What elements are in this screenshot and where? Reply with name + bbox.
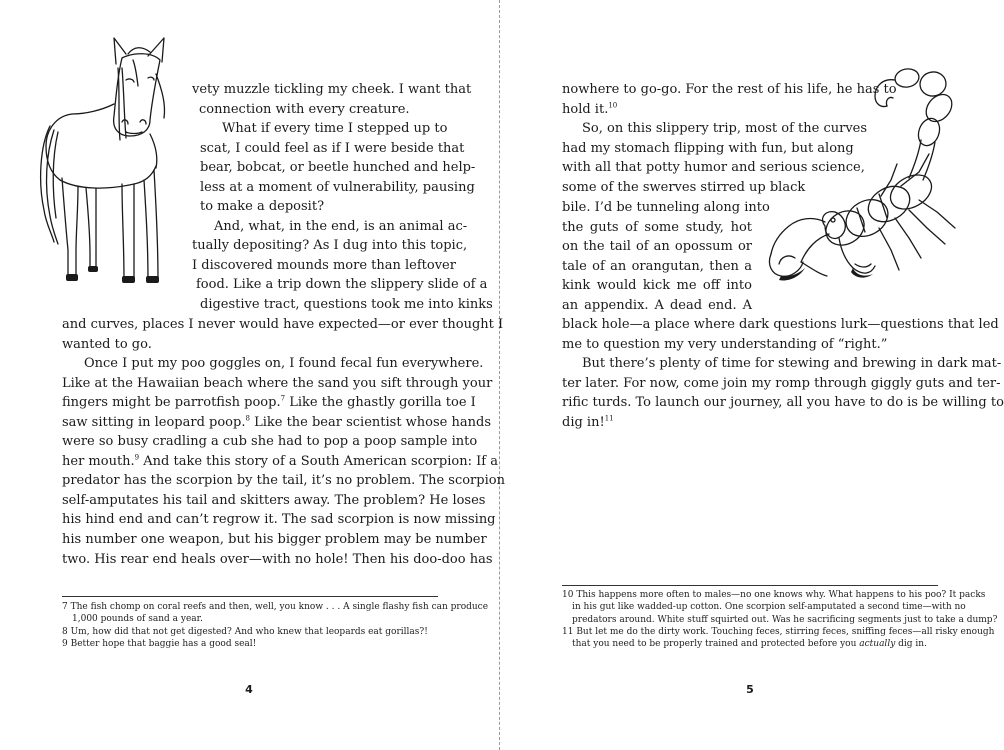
body-line: to make a deposit? — [200, 199, 325, 215]
right-body-wrap-4 — [562, 198, 770, 315]
body-fragment: dig in! — [562, 414, 605, 430]
body-line: Like at the Hawaiian beach where the sand you sift through your — [62, 375, 493, 391]
body-line: his number one weapon, but his bigger problem may be number — [62, 532, 487, 548]
body-fragment: saw sitting in leopard poop. — [62, 414, 246, 430]
body-line: on the tail of an opossum or — [562, 239, 752, 255]
footnote-ref-9: 9 — [134, 453, 140, 462]
footnote-fragment: that you need to be properly trained and protected before you — [572, 639, 860, 650]
body-line — [62, 393, 476, 413]
body-fragment: fingers might be parrotfish poop. — [62, 395, 281, 411]
footnote-9: 9 Better hope that baggie has a good seal! — [62, 638, 257, 649]
footnote-ref-7: 7 — [280, 394, 286, 403]
page-number: 4 — [245, 683, 253, 696]
body-line: two. His rear end heals over—with no hole! Then his doo-doo has — [62, 551, 493, 567]
body-line: black hole—a place where dark questions lurk—questions that led — [562, 317, 999, 332]
body-fragment: Like the bear scientist whose hands — [249, 414, 491, 430]
right-footnotes — [562, 589, 998, 650]
horse-illustration — [38, 34, 188, 290]
body-line: kink would kick me off into — [562, 278, 752, 294]
body-line — [562, 100, 842, 120]
body-line: So, on this slippery trip, most of the curves — [582, 121, 868, 136]
body-line: nowhere to go-go. For the rest of his life, he has to — [562, 82, 897, 97]
body-line: his hind end and can’t regrow it. The sad scorpion is now missing — [62, 512, 496, 528]
footnote-fragment: dig in. — [895, 639, 927, 650]
footnote-ref-11: 11 — [604, 414, 614, 423]
footnote-10-cont: in his gut like wadded-up cotton. One scorpion self-amputated a second time—with no — [572, 602, 966, 613]
body-line: rific turds. To launch our journey, all you have to do is be willing to — [562, 395, 1004, 411]
body-line: vety muzzle tickling my cheek. I want that — [192, 82, 472, 97]
right-body-wrap — [562, 80, 897, 119]
body-fragment: Like the ghastly gorilla toe I — [285, 395, 476, 411]
body-line: an appendix. A dead end. A — [562, 297, 752, 313]
footnote-rule — [562, 585, 938, 586]
body-line: bear, bobcat, or beetle hunched and help- — [200, 160, 476, 176]
body-line: ter later. For now, come join my romp through giggly guts and ter- — [562, 375, 1001, 391]
body-line: self-amputates his tail and skitters away. The problem? He loses — [62, 492, 486, 508]
body-line: predator has the scorpion by the tail, it’s no problem. The scorpion — [62, 473, 505, 489]
footnote-11-cont — [562, 638, 942, 650]
page-number: 5 — [746, 683, 754, 696]
footnote-ref-8: 8 — [245, 414, 250, 423]
body-line — [62, 413, 491, 433]
body-line: connection with every creature. — [199, 101, 410, 117]
left-body-wrap — [192, 80, 493, 315]
footnote-7-cont: 1,000 pounds of sand a year. — [72, 614, 203, 625]
body-line: I discovered mounds more than leftover — [192, 257, 456, 273]
body-line: wanted to go. — [62, 336, 152, 352]
body-line: tually depositing? As I dug into this topic, — [192, 238, 468, 254]
body-line: digestive tract, questions took me into kinks — [200, 297, 493, 313]
body-line: some of the swerves stirred up black — [562, 180, 806, 195]
body-line: less at a moment of vulnerability, pausing — [200, 179, 475, 195]
footnote-rule — [62, 596, 438, 597]
body-line: and curves, places I never would have expected—or ever thought I — [62, 317, 504, 332]
body-line: bile. I’d be tunneling along into — [562, 200, 770, 215]
footnote-ref-10: 10 — [608, 101, 618, 110]
left-body-full — [62, 315, 505, 569]
body-line: me to question my very understanding of “right.” — [562, 336, 888, 352]
body-line: And, what, in the end, is an animal ac- — [214, 218, 468, 234]
body-line: food. Like a trip down the slippery slide of a — [196, 277, 488, 293]
right-body-full — [562, 315, 1004, 432]
footnote-emphasis: actually — [859, 639, 896, 650]
body-line: Once I put my poo goggles on, I found fecal fun everywhere. — [84, 356, 484, 372]
right-page — [501, 0, 1004, 750]
right-body-wrap-3 — [562, 178, 806, 198]
body-line — [62, 452, 498, 472]
page-gutter — [499, 0, 500, 750]
body-line: were so busy cradling a cub she had to pop a poop sample into — [62, 434, 478, 450]
body-fragment: her mouth. — [62, 453, 135, 469]
right-body-wrap-2 — [562, 119, 868, 178]
body-line: the guts of some study, hot — [562, 219, 752, 235]
footnote-8: 8 Um, how did that not get digested? And who knew that leopards eat gorillas?! — [62, 626, 428, 637]
body-line: tale of an orangutan, then a — [562, 258, 752, 274]
body-line: with all that potty humor and serious science, — [562, 160, 865, 176]
footnote-11: 11 But let me do the dirty work. Touching feces, stirring feces, sniffing feces—all risky enough — [562, 626, 995, 637]
body-fragment: hold it. — [562, 101, 609, 117]
footnote-10: 10 This happens more often to males—no one knows why. What happens to his poo? It packs — [562, 590, 986, 600]
footnote-10-cont: predators around. White stuff squirted out. Was he sacrificing segments just to take a dump? — [572, 614, 998, 625]
body-line: What if every time I stepped up to — [222, 121, 448, 137]
footnote-7: 7 The fish chomp on coral reefs and then, well, you know . . . A single flashy fish can produce — [62, 602, 489, 612]
body-line — [562, 413, 939, 433]
body-fragment: And take this story of a South American scorpion: If a — [139, 453, 498, 469]
body-line: had my stomach flipping with fun, but along — [562, 140, 854, 156]
body-line: scat, I could feel as if I were beside that — [200, 140, 465, 156]
left-footnotes — [62, 601, 489, 650]
body-line: But there’s plenty of time for stewing and brewing in dark mat- — [582, 356, 1002, 372]
